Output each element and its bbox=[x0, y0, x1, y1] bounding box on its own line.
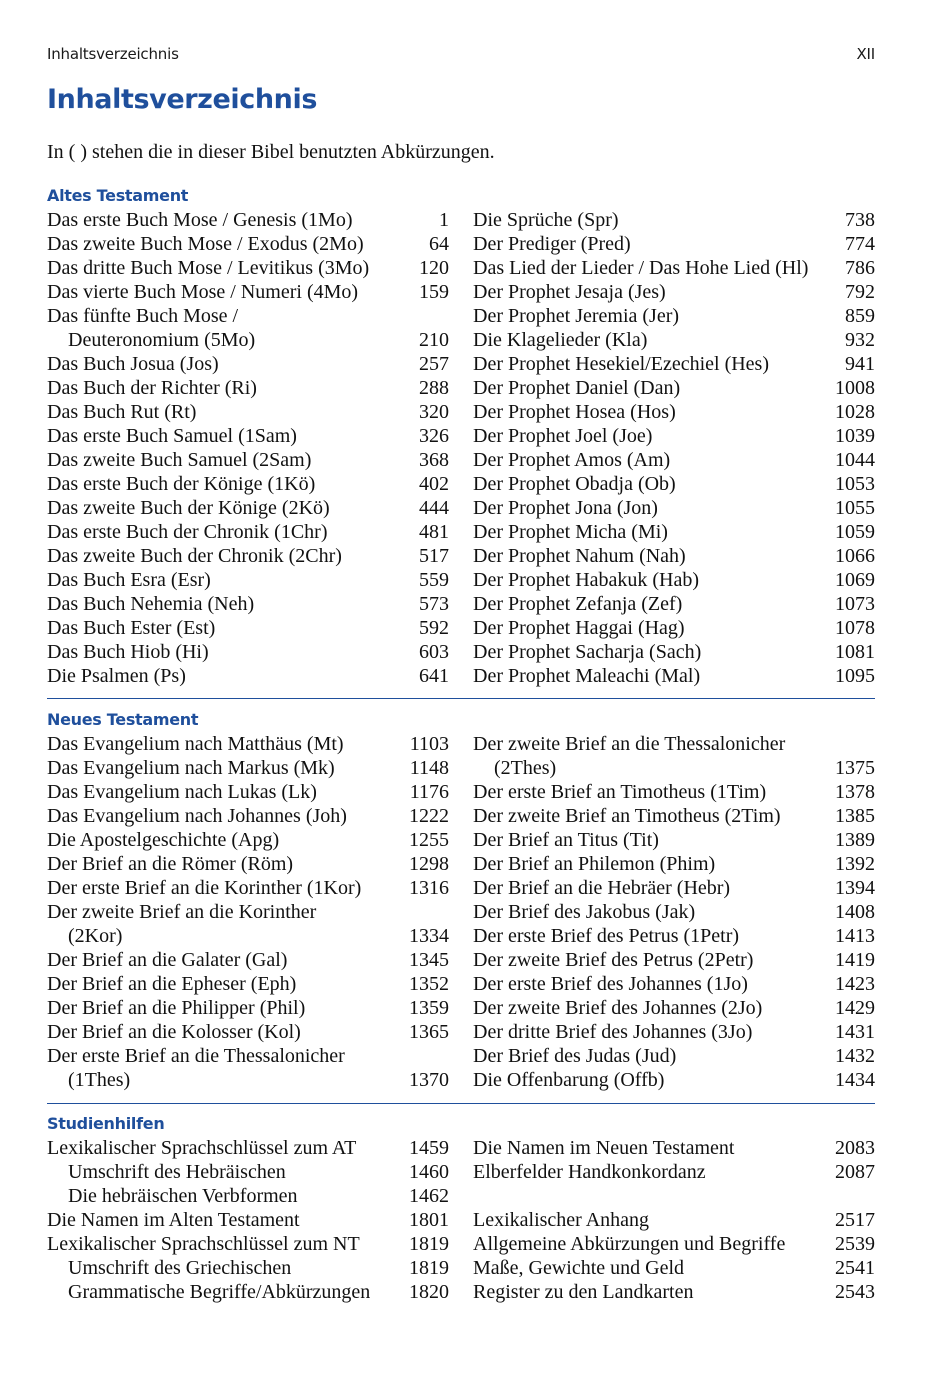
toc-column-left bbox=[47, 1136, 449, 1304]
toc-entry[interactable] bbox=[473, 568, 875, 592]
toc-entry[interactable] bbox=[473, 1160, 875, 1184]
toc-entry[interactable] bbox=[473, 376, 875, 400]
toc-entry-title: Das fünfte Buch Mose / bbox=[47, 305, 239, 327]
toc-entry-page: 1103 bbox=[409, 733, 449, 755]
toc-entry-title: Der Brief an Philemon (Phim) bbox=[473, 853, 716, 875]
toc-entry[interactable] bbox=[47, 852, 449, 876]
toc-entry[interactable] bbox=[47, 232, 449, 256]
toc-entry-title: Der Prophet Sacharja (Sach) bbox=[473, 641, 702, 663]
toc-entry[interactable] bbox=[473, 1232, 875, 1256]
toc-entry[interactable] bbox=[47, 496, 449, 520]
section-heading: Neues Testament bbox=[47, 710, 199, 729]
toc-entry-page: 1413 bbox=[835, 925, 875, 947]
toc-entry[interactable] bbox=[47, 424, 449, 448]
toc-entry-page: 1176 bbox=[409, 781, 449, 803]
toc-entry-page: 1394 bbox=[835, 877, 875, 899]
section-heading: Altes Testament bbox=[47, 186, 189, 205]
toc-entry[interactable] bbox=[473, 448, 875, 472]
toc-entry-page: 1028 bbox=[835, 401, 875, 423]
toc-entry-page: 592 bbox=[419, 617, 449, 639]
toc-entry-page: 120 bbox=[419, 257, 449, 279]
toc-entry-title: Das zweite Buch Samuel (2Sam) bbox=[47, 449, 312, 471]
toc-entry[interactable] bbox=[47, 592, 449, 616]
toc-entry-title: Die Psalmen (Ps) bbox=[47, 665, 186, 687]
toc-entry[interactable] bbox=[47, 996, 449, 1020]
toc-entry-title: Der Brief an die Kolosser (Kol) bbox=[47, 1021, 301, 1043]
toc-entry[interactable] bbox=[473, 1068, 875, 1092]
toc-entry[interactable] bbox=[473, 520, 875, 544]
toc-entry-page: 1365 bbox=[409, 1021, 449, 1043]
toc-entry-title: Der Prophet Obadja (Ob) bbox=[473, 473, 676, 495]
toc-entry-page: 1408 bbox=[835, 901, 875, 923]
toc-entry[interactable] bbox=[47, 804, 449, 828]
toc-entry[interactable] bbox=[473, 732, 875, 756]
toc-entry-page: 159 bbox=[419, 281, 449, 303]
toc-column-left bbox=[47, 732, 449, 1092]
toc-entry-page: 1423 bbox=[835, 973, 875, 995]
section-divider bbox=[47, 698, 875, 699]
toc-entry[interactable] bbox=[47, 1020, 449, 1044]
toc-entry-page: 257 bbox=[419, 353, 449, 375]
toc-entry-title: Der Prophet Habakuk (Hab) bbox=[473, 569, 700, 591]
toc-entry[interactable] bbox=[473, 756, 875, 780]
toc-entry-page: 1039 bbox=[835, 425, 875, 447]
toc-entry-page: 210 bbox=[419, 329, 449, 351]
toc-entry-title: Der erste Brief an die Korinther (1Kor) bbox=[47, 877, 362, 899]
toc-entry-title: Das erste Buch der Könige (1Kö) bbox=[47, 473, 316, 495]
toc-entry-page: 1316 bbox=[409, 877, 449, 899]
toc-entry-title: Der Brief an die Philipper (Phil) bbox=[47, 997, 306, 1019]
toc-entry-page: 320 bbox=[419, 401, 449, 423]
toc-entry-title: Das dritte Buch Mose / Levitikus (3Mo) bbox=[47, 257, 370, 279]
toc-entry-title: Der Brief an die Galater (Gal) bbox=[47, 949, 288, 971]
toc-entry[interactable] bbox=[473, 400, 875, 424]
toc-entry-title: Der zweite Brief an die Thessalonicher bbox=[473, 733, 786, 755]
section-altes-testament bbox=[47, 184, 875, 688]
toc-entry[interactable] bbox=[473, 424, 875, 448]
toc-entry-title: Das Evangelium nach Markus (Mk) bbox=[47, 757, 335, 779]
toc-entry-page: 1392 bbox=[835, 853, 875, 875]
toc-entry[interactable] bbox=[47, 328, 449, 352]
toc-entry-title: Das Evangelium nach Lukas (Lk) bbox=[47, 781, 317, 803]
toc-entry-page: 288 bbox=[419, 377, 449, 399]
toc-entry-title: Der zweite Brief an die Korinther bbox=[47, 901, 317, 923]
toc-entry-title: Der Prophet Amos (Am) bbox=[473, 449, 671, 471]
toc-entry[interactable] bbox=[473, 256, 875, 280]
toc-entry-title: Der Prophet Nahum (Nah) bbox=[473, 545, 686, 567]
toc-entry[interactable] bbox=[473, 876, 875, 900]
toc-entry[interactable] bbox=[47, 304, 449, 328]
toc-entry-title: Der Prophet Micha (Mi) bbox=[473, 521, 668, 543]
toc-entry-page: 481 bbox=[419, 521, 449, 543]
toc-entry-title: Umschrift des Hebräischen bbox=[68, 1161, 286, 1183]
toc-entry[interactable] bbox=[47, 256, 449, 280]
toc-entry-page: 573 bbox=[419, 593, 449, 615]
toc-entry-title: Die Offenbarung (Offb) bbox=[473, 1069, 665, 1091]
toc-entry-title: Der Brief an die Epheser (Eph) bbox=[47, 973, 297, 995]
toc-entry-page: 774 bbox=[845, 233, 875, 255]
toc-entry[interactable] bbox=[47, 568, 449, 592]
toc-entry-page: 1298 bbox=[409, 853, 449, 875]
toc-entry-page: 941 bbox=[845, 353, 875, 375]
toc-entry[interactable] bbox=[473, 828, 875, 852]
toc-entry[interactable] bbox=[473, 304, 875, 328]
toc-entry[interactable] bbox=[47, 544, 449, 568]
toc-entry-page: 932 bbox=[845, 329, 875, 351]
toc-entry-page: 1370 bbox=[409, 1069, 449, 1091]
toc-entry-page: 1819 bbox=[409, 1233, 449, 1255]
toc-entry-page: 368 bbox=[419, 449, 449, 471]
toc-entry[interactable] bbox=[473, 232, 875, 256]
toc-column-right bbox=[473, 732, 875, 1092]
toc-entry-page: 603 bbox=[419, 641, 449, 663]
toc-entry-title: Das zweite Buch Mose / Exodus (2Mo) bbox=[47, 233, 364, 255]
toc-entry-title: Das Evangelium nach Johannes (Joh) bbox=[47, 805, 347, 827]
toc-entry-title: Der zweite Brief des Johannes (2Jo) bbox=[473, 997, 763, 1019]
toc-entry-page: 1432 bbox=[835, 1045, 875, 1067]
toc-entry[interactable] bbox=[47, 1280, 449, 1304]
toc-entry-page: 64 bbox=[429, 233, 449, 255]
toc-entry[interactable] bbox=[473, 780, 875, 804]
toc-entry-title: Allgemeine Abkürzungen und Begriffe bbox=[473, 1233, 786, 1255]
toc-entry-page: 1801 bbox=[409, 1209, 449, 1231]
toc-entry-page: 1334 bbox=[409, 925, 449, 947]
toc-entry[interactable] bbox=[47, 948, 449, 972]
toc-entry[interactable] bbox=[47, 1208, 449, 1232]
toc-entry-title: Das Buch Hiob (Hi) bbox=[47, 641, 209, 663]
page-title: Inhaltsverzeichnis bbox=[47, 84, 318, 115]
toc-entry[interactable] bbox=[47, 448, 449, 472]
toc-entry-page: 1820 bbox=[409, 1281, 449, 1303]
toc-column-right bbox=[473, 1136, 875, 1304]
toc-entry-title: Das Buch Esra (Esr) bbox=[47, 569, 211, 591]
toc-entry[interactable] bbox=[47, 640, 449, 664]
toc-entry[interactable] bbox=[47, 1232, 449, 1256]
toc-entry-page: 2543 bbox=[835, 1281, 875, 1303]
toc-entry-page: 1059 bbox=[835, 521, 875, 543]
toc-entry-title: Der Prophet Zefanja (Zef) bbox=[473, 593, 683, 615]
toc-entry[interactable] bbox=[47, 828, 449, 852]
toc-entry-page: 517 bbox=[419, 545, 449, 567]
toc-entry[interactable] bbox=[473, 328, 875, 352]
toc-entry-page: 1352 bbox=[409, 973, 449, 995]
section-heading: Studienhilfen bbox=[47, 1114, 165, 1133]
running-header-title: Inhaltsverzeichnis bbox=[47, 45, 179, 63]
toc-entry-page: 1008 bbox=[835, 377, 875, 399]
toc-page bbox=[47, 0, 875, 1388]
section-studienhilfen bbox=[47, 1112, 875, 1304]
toc-entry-page: 1359 bbox=[409, 997, 449, 1019]
toc-entry[interactable] bbox=[473, 592, 875, 616]
toc-entry-title: Die hebräischen Verbformen bbox=[68, 1185, 298, 1207]
toc-entry[interactable] bbox=[47, 352, 449, 376]
toc-entry-title: Register zu den Landkarten bbox=[473, 1281, 694, 1303]
toc-entry-page: 1081 bbox=[835, 641, 875, 663]
toc-entry[interactable] bbox=[473, 352, 875, 376]
toc-entry[interactable] bbox=[473, 948, 875, 972]
toc-entry-title: Der Prophet Haggai (Hag) bbox=[473, 617, 685, 639]
toc-entry-page: 1345 bbox=[409, 949, 449, 971]
toc-entry-page: 1434 bbox=[835, 1069, 875, 1091]
toc-entry-title: Der Brief des Jakobus (Jak) bbox=[473, 901, 696, 923]
toc-entry-title: Der Brief des Judas (Jud) bbox=[473, 1045, 677, 1067]
toc-entry-title: Die Namen im Neuen Testament bbox=[473, 1137, 735, 1159]
toc-entry-title: Das zweite Buch der Chronik (2Chr) bbox=[47, 545, 342, 567]
intro-text: In ( ) stehen die in dieser Bibel benutzten Abkürzungen. bbox=[47, 141, 495, 163]
toc-entry[interactable] bbox=[473, 996, 875, 1020]
toc-entry-page: 1462 bbox=[409, 1185, 449, 1207]
toc-entry[interactable] bbox=[473, 280, 875, 304]
toc-entry-page: 1255 bbox=[409, 829, 449, 851]
toc-entry[interactable] bbox=[473, 616, 875, 640]
toc-entry-title: Lexikalischer Sprachschlüssel zum NT bbox=[47, 1233, 360, 1255]
toc-entry-page: 1389 bbox=[835, 829, 875, 851]
toc-entry[interactable] bbox=[47, 520, 449, 544]
section-divider bbox=[47, 1103, 875, 1104]
toc-entry[interactable] bbox=[47, 732, 449, 756]
toc-entry[interactable] bbox=[473, 900, 875, 924]
toc-entry-page: 786 bbox=[845, 257, 875, 279]
toc-entry-title: Der zweite Brief an Timotheus (2Tim) bbox=[473, 805, 781, 827]
toc-entry-title: Der dritte Brief des Johannes (3Jo) bbox=[473, 1021, 753, 1043]
toc-entry[interactable] bbox=[47, 1160, 449, 1184]
toc-entry-title: Der Prophet Maleachi (Mal) bbox=[473, 665, 701, 687]
toc-entry[interactable] bbox=[47, 756, 449, 780]
toc-entry-title: Der Prophet Jesaja (Jes) bbox=[473, 281, 666, 303]
toc-entry-page: 2083 bbox=[835, 1137, 875, 1159]
toc-entry[interactable] bbox=[47, 208, 449, 232]
toc-entry[interactable] bbox=[47, 1068, 449, 1092]
toc-entry-title: Der erste Brief an Timotheus (1Tim) bbox=[473, 781, 767, 803]
toc-entry-title: Das erste Buch Mose / Genesis (1Mo) bbox=[47, 209, 353, 231]
running-header bbox=[47, 45, 875, 63]
toc-entry[interactable] bbox=[47, 1256, 449, 1280]
toc-entry[interactable] bbox=[47, 1136, 449, 1160]
toc-entry[interactable] bbox=[47, 900, 449, 924]
toc-entry[interactable] bbox=[473, 1184, 875, 1208]
toc-entry[interactable] bbox=[47, 780, 449, 804]
toc-entry-title: Der Prophet Jeremia (Jer) bbox=[473, 305, 680, 327]
page-number: XII bbox=[856, 45, 875, 63]
toc-entry[interactable] bbox=[47, 664, 449, 688]
toc-entry-title: Das Buch Nehemia (Neh) bbox=[47, 593, 255, 615]
toc-entry-title: Grammatische Begriffe/Abkürzungen bbox=[68, 1281, 371, 1303]
toc-entry-title: Der zweite Brief des Petrus (2Petr) bbox=[473, 949, 754, 971]
toc-entry-page: 326 bbox=[419, 425, 449, 447]
toc-entry-title: Der Prophet Joel (Joe) bbox=[473, 425, 653, 447]
toc-entry-title: Das vierte Buch Mose / Numeri (4Mo) bbox=[47, 281, 359, 303]
toc-entry-title: Die Apostelgeschichte (Apg) bbox=[47, 829, 280, 851]
toc-entry[interactable] bbox=[473, 1044, 875, 1068]
toc-entry-title: Deuteronomium (5Mo) bbox=[68, 329, 256, 351]
toc-entry[interactable] bbox=[47, 876, 449, 900]
toc-entry[interactable] bbox=[473, 472, 875, 496]
toc-entry-title: Der Prediger (Pred) bbox=[473, 233, 631, 255]
toc-entry-page: 1055 bbox=[835, 497, 875, 519]
toc-entry-title: Der erste Brief des Petrus (1Petr) bbox=[473, 925, 740, 947]
toc-entry-page: 1 bbox=[439, 209, 449, 231]
toc-entry-page: 559 bbox=[419, 569, 449, 591]
toc-entry[interactable] bbox=[47, 400, 449, 424]
toc-entry[interactable] bbox=[473, 544, 875, 568]
toc-entry-title: Die Sprüche (Spr) bbox=[473, 209, 619, 231]
toc-entry[interactable] bbox=[473, 496, 875, 520]
toc-entry-page: 1378 bbox=[835, 781, 875, 803]
toc-entry-title: Das Buch Josua (Jos) bbox=[47, 353, 219, 375]
toc-entry-title: Die Namen im Alten Testament bbox=[47, 1209, 300, 1231]
toc-entry-page: 1044 bbox=[835, 449, 875, 471]
toc-entry-title: Umschrift des Griechischen bbox=[68, 1257, 292, 1279]
toc-entry-page: 1073 bbox=[835, 593, 875, 615]
toc-column-right bbox=[473, 208, 875, 688]
toc-entry-page: 1459 bbox=[409, 1137, 449, 1159]
toc-entry-title: Das Buch Rut (Rt) bbox=[47, 401, 197, 423]
toc-entry-page: 1053 bbox=[835, 473, 875, 495]
toc-entry[interactable] bbox=[47, 1044, 449, 1068]
toc-entry-title: Das erste Buch der Chronik (1Chr) bbox=[47, 521, 328, 543]
toc-entry-page: 2087 bbox=[835, 1161, 875, 1183]
toc-entry[interactable] bbox=[473, 1256, 875, 1280]
toc-entry-page: 2539 bbox=[835, 1233, 875, 1255]
toc-entry-title: (1Thes) bbox=[68, 1069, 131, 1091]
toc-entry[interactable] bbox=[473, 1136, 875, 1160]
toc-entry[interactable] bbox=[47, 472, 449, 496]
toc-entry-title: Der Prophet Jona (Jon) bbox=[473, 497, 658, 519]
toc-entry-page: 641 bbox=[419, 665, 449, 687]
toc-entry[interactable] bbox=[47, 376, 449, 400]
toc-entry-page: 1222 bbox=[409, 805, 449, 827]
toc-entry-page: 1431 bbox=[835, 1021, 875, 1043]
toc-entry-page: 738 bbox=[845, 209, 875, 231]
toc-entry-title: Der Prophet Hesekiel/Ezechiel (Hes) bbox=[473, 353, 769, 375]
toc-entry[interactable] bbox=[473, 852, 875, 876]
toc-entry-title: (2Thes) bbox=[494, 757, 557, 779]
toc-entry-title: Der Brief an Titus (Tit) bbox=[473, 829, 659, 851]
toc-entry[interactable] bbox=[473, 208, 875, 232]
toc-entry-page: 1429 bbox=[835, 997, 875, 1019]
toc-entry[interactable] bbox=[47, 1184, 449, 1208]
toc-entry-title: Der erste Brief des Johannes (1Jo) bbox=[473, 973, 748, 995]
toc-entry-title: Das Buch Ester (Est) bbox=[47, 617, 216, 639]
toc-entry-title: Die Klagelieder (Kla) bbox=[473, 329, 648, 351]
toc-entry-page: 859 bbox=[845, 305, 875, 327]
toc-entry-page: 2541 bbox=[835, 1257, 875, 1279]
toc-entry-page: 1069 bbox=[835, 569, 875, 591]
toc-entry-title: (2Kor) bbox=[68, 925, 123, 947]
toc-entry-title: Maße, Gewichte und Geld bbox=[473, 1257, 685, 1279]
toc-entry[interactable] bbox=[47, 280, 449, 304]
toc-entry-title: Der Prophet Daniel (Dan) bbox=[473, 377, 681, 399]
toc-entry[interactable] bbox=[47, 972, 449, 996]
toc-entry-title: Elberfelder Handkonkordanz bbox=[473, 1161, 706, 1183]
toc-entry[interactable] bbox=[473, 640, 875, 664]
toc-entry-title: Der Prophet Hosea (Hos) bbox=[473, 401, 676, 423]
toc-entry-page: 1078 bbox=[835, 617, 875, 639]
toc-entry-page: 402 bbox=[419, 473, 449, 495]
toc-entry[interactable] bbox=[473, 1208, 875, 1232]
toc-entry[interactable] bbox=[473, 1280, 875, 1304]
toc-entry-title: Der Brief an die Römer (Röm) bbox=[47, 853, 294, 875]
toc-entry-page: 444 bbox=[419, 497, 449, 519]
toc-entry[interactable] bbox=[47, 616, 449, 640]
toc-entry[interactable] bbox=[47, 924, 449, 948]
toc-entry-page: 1148 bbox=[409, 757, 449, 779]
toc-entry[interactable] bbox=[473, 1020, 875, 1044]
toc-entry-title: Das erste Buch Samuel (1Sam) bbox=[47, 425, 297, 447]
toc-entry-page: 2517 bbox=[835, 1209, 875, 1231]
toc-entry-page: 1819 bbox=[409, 1257, 449, 1279]
toc-column-left bbox=[47, 208, 449, 688]
toc-entry-title: Der Brief an die Hebräer (Hebr) bbox=[473, 877, 731, 899]
toc-entry-title: Das Buch der Richter (Ri) bbox=[47, 377, 257, 399]
toc-entry-title: Das zweite Buch der Könige (2Kö) bbox=[47, 497, 330, 519]
toc-entry-title: Lexikalischer Anhang bbox=[473, 1209, 650, 1231]
toc-entry-page: 1460 bbox=[409, 1161, 449, 1183]
toc-entry-title: Der erste Brief an die Thessalonicher bbox=[47, 1045, 345, 1067]
toc-entry[interactable] bbox=[473, 972, 875, 996]
toc-entry-title: Das Evangelium nach Matthäus (Mt) bbox=[47, 733, 344, 755]
toc-entry-title: Das Lied der Lieder / Das Hohe Lied (Hl) bbox=[473, 257, 809, 279]
toc-entry[interactable] bbox=[473, 924, 875, 948]
toc-entry-page: 1385 bbox=[835, 805, 875, 827]
toc-entry[interactable] bbox=[473, 804, 875, 828]
toc-entry-page: 792 bbox=[845, 281, 875, 303]
toc-entry-page: 1375 bbox=[835, 757, 875, 779]
toc-entry-page: 1066 bbox=[835, 545, 875, 567]
section-neues-testament bbox=[47, 708, 875, 1092]
toc-entry-page: 1095 bbox=[835, 665, 875, 687]
toc-entry-title: Lexikalischer Sprachschlüssel zum AT bbox=[47, 1137, 357, 1159]
toc-entry-page: 1419 bbox=[835, 949, 875, 971]
toc-entry[interactable] bbox=[473, 664, 875, 688]
